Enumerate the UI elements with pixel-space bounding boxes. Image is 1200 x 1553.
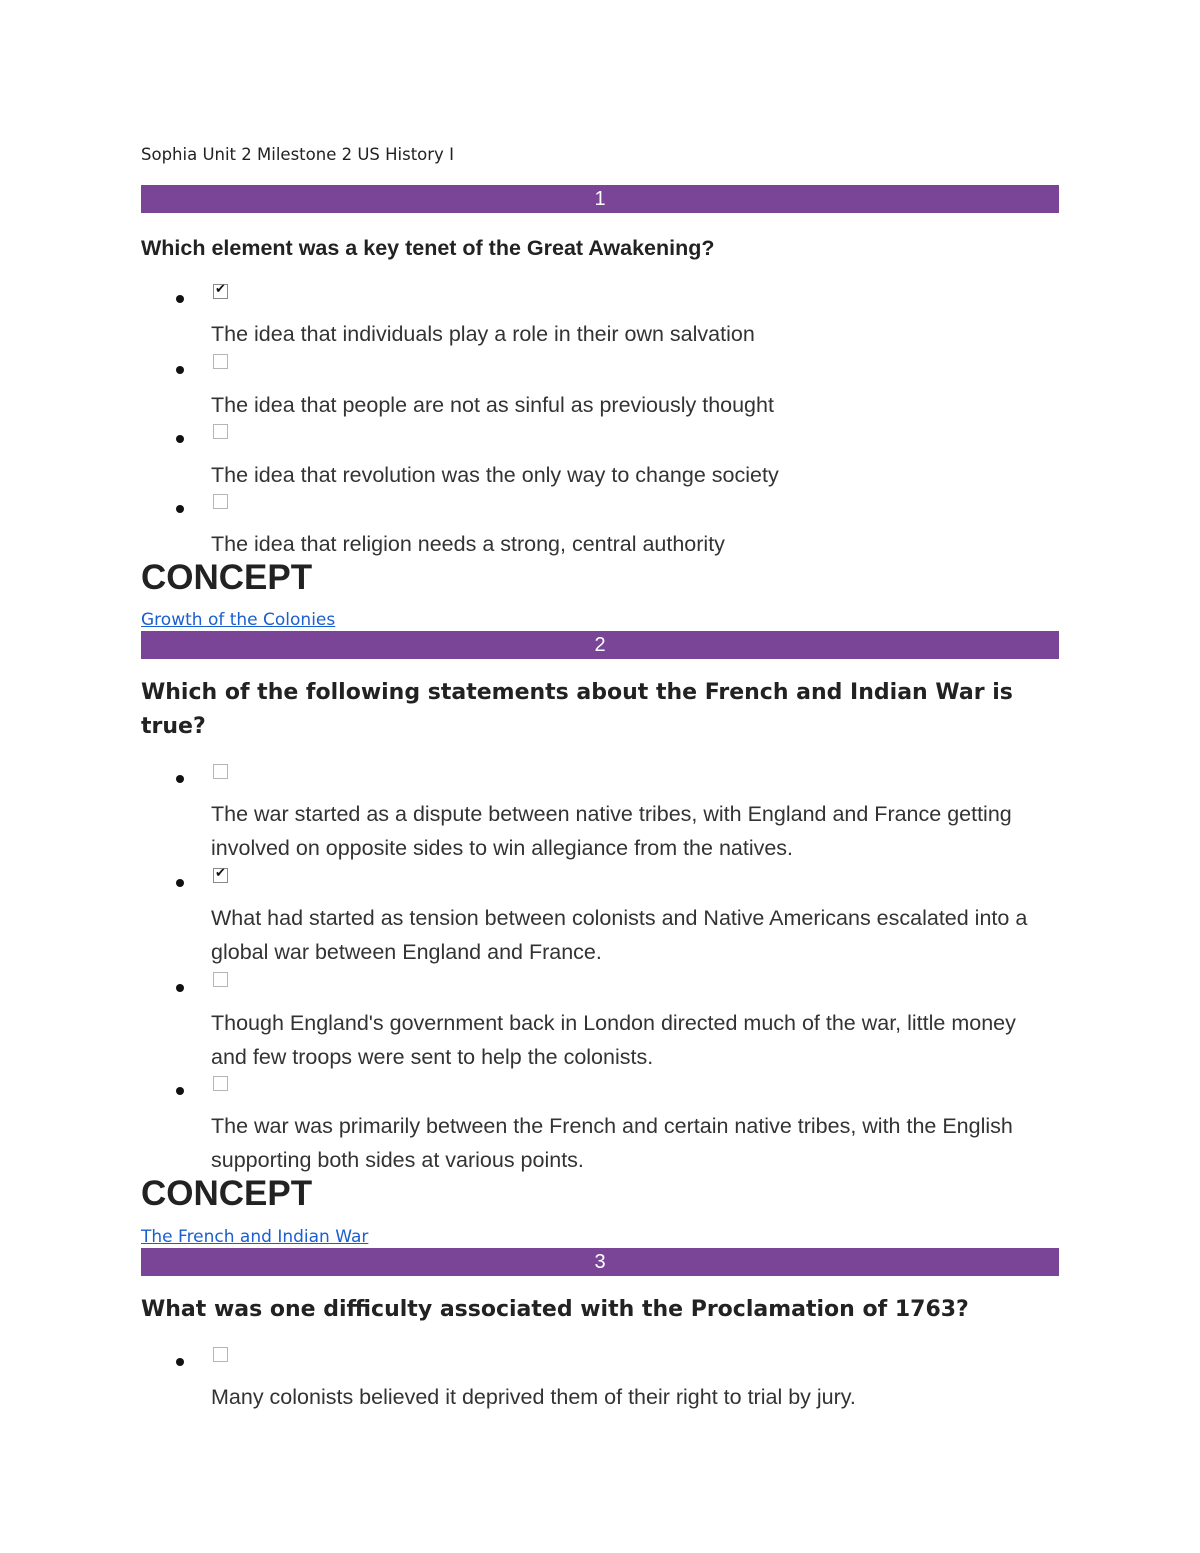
answer-option-text: Many colonists believed it deprived them of their right to trial by jury. [211,1385,856,1409]
answer-checkbox[interactable] [213,868,228,883]
answer-checkbox[interactable] [213,284,228,299]
answer-option-text: What had started as tension between colonists and Native Americans escalated into a global war between England and France. [211,906,1028,964]
bullet [176,879,184,887]
question-text: Which of the following statements about the French and Indian War is true? [141,680,1013,739]
answer-option-text: The war started as a dispute between native tribes, with England and France getting involved on opposite sides to win allegiance from the natives. [211,802,1012,860]
answer-checkbox[interactable] [213,494,228,509]
question-number-bar: 2 [141,631,1059,659]
bullet [176,295,184,303]
question-text: Which element was a key tenet of the Great Awakening? [141,236,715,260]
concept-heading: CONCEPT [141,558,313,597]
answer-checkbox[interactable] [213,424,228,439]
bullet [176,775,184,783]
answer-option-text: The idea that individuals play a role in their own salvation [211,322,755,346]
concept-link[interactable]: The French and Indian War [141,1227,369,1247]
question-text: What was one difficulty associated with the Proclamation of 1763? [141,1297,969,1322]
question-number-bar: 3 [141,1248,1059,1276]
question-number-bar: 1 [141,185,1059,213]
answer-checkbox[interactable] [213,764,228,779]
answer-checkbox[interactable] [213,972,228,987]
concept-link[interactable]: Growth of the Colonies [141,610,336,630]
answer-option-text: The war was primarily between the French and certain native tribes, with the English supporting both sides at various points. [211,1114,1013,1172]
answer-option-text: Though England's government back in London directed much of the war, little money and few troops were sent to help the colonists. [211,1011,1016,1069]
answer-option-text: The idea that people are not as sinful as previously thought [211,393,774,417]
answer-option-text: The idea that revolution was the only way to change society [211,463,779,487]
bullet [176,1087,184,1095]
bullet [176,984,184,992]
document-title: Sophia Unit 2 Milestone 2 US History I [141,145,454,164]
checkmark-icon: ✔ [215,282,226,297]
checkmark-icon: ✔ [215,866,226,881]
answer-option-text: The idea that religion needs a strong, central authority [211,532,725,556]
bullet [176,1358,184,1366]
answer-checkbox[interactable] [213,354,228,369]
answer-checkbox[interactable] [213,1076,228,1091]
answer-checkbox[interactable] [213,1347,228,1362]
concept-heading: CONCEPT [141,1174,313,1213]
bullet [176,435,184,443]
bullet [176,366,184,374]
bullet [176,505,184,513]
